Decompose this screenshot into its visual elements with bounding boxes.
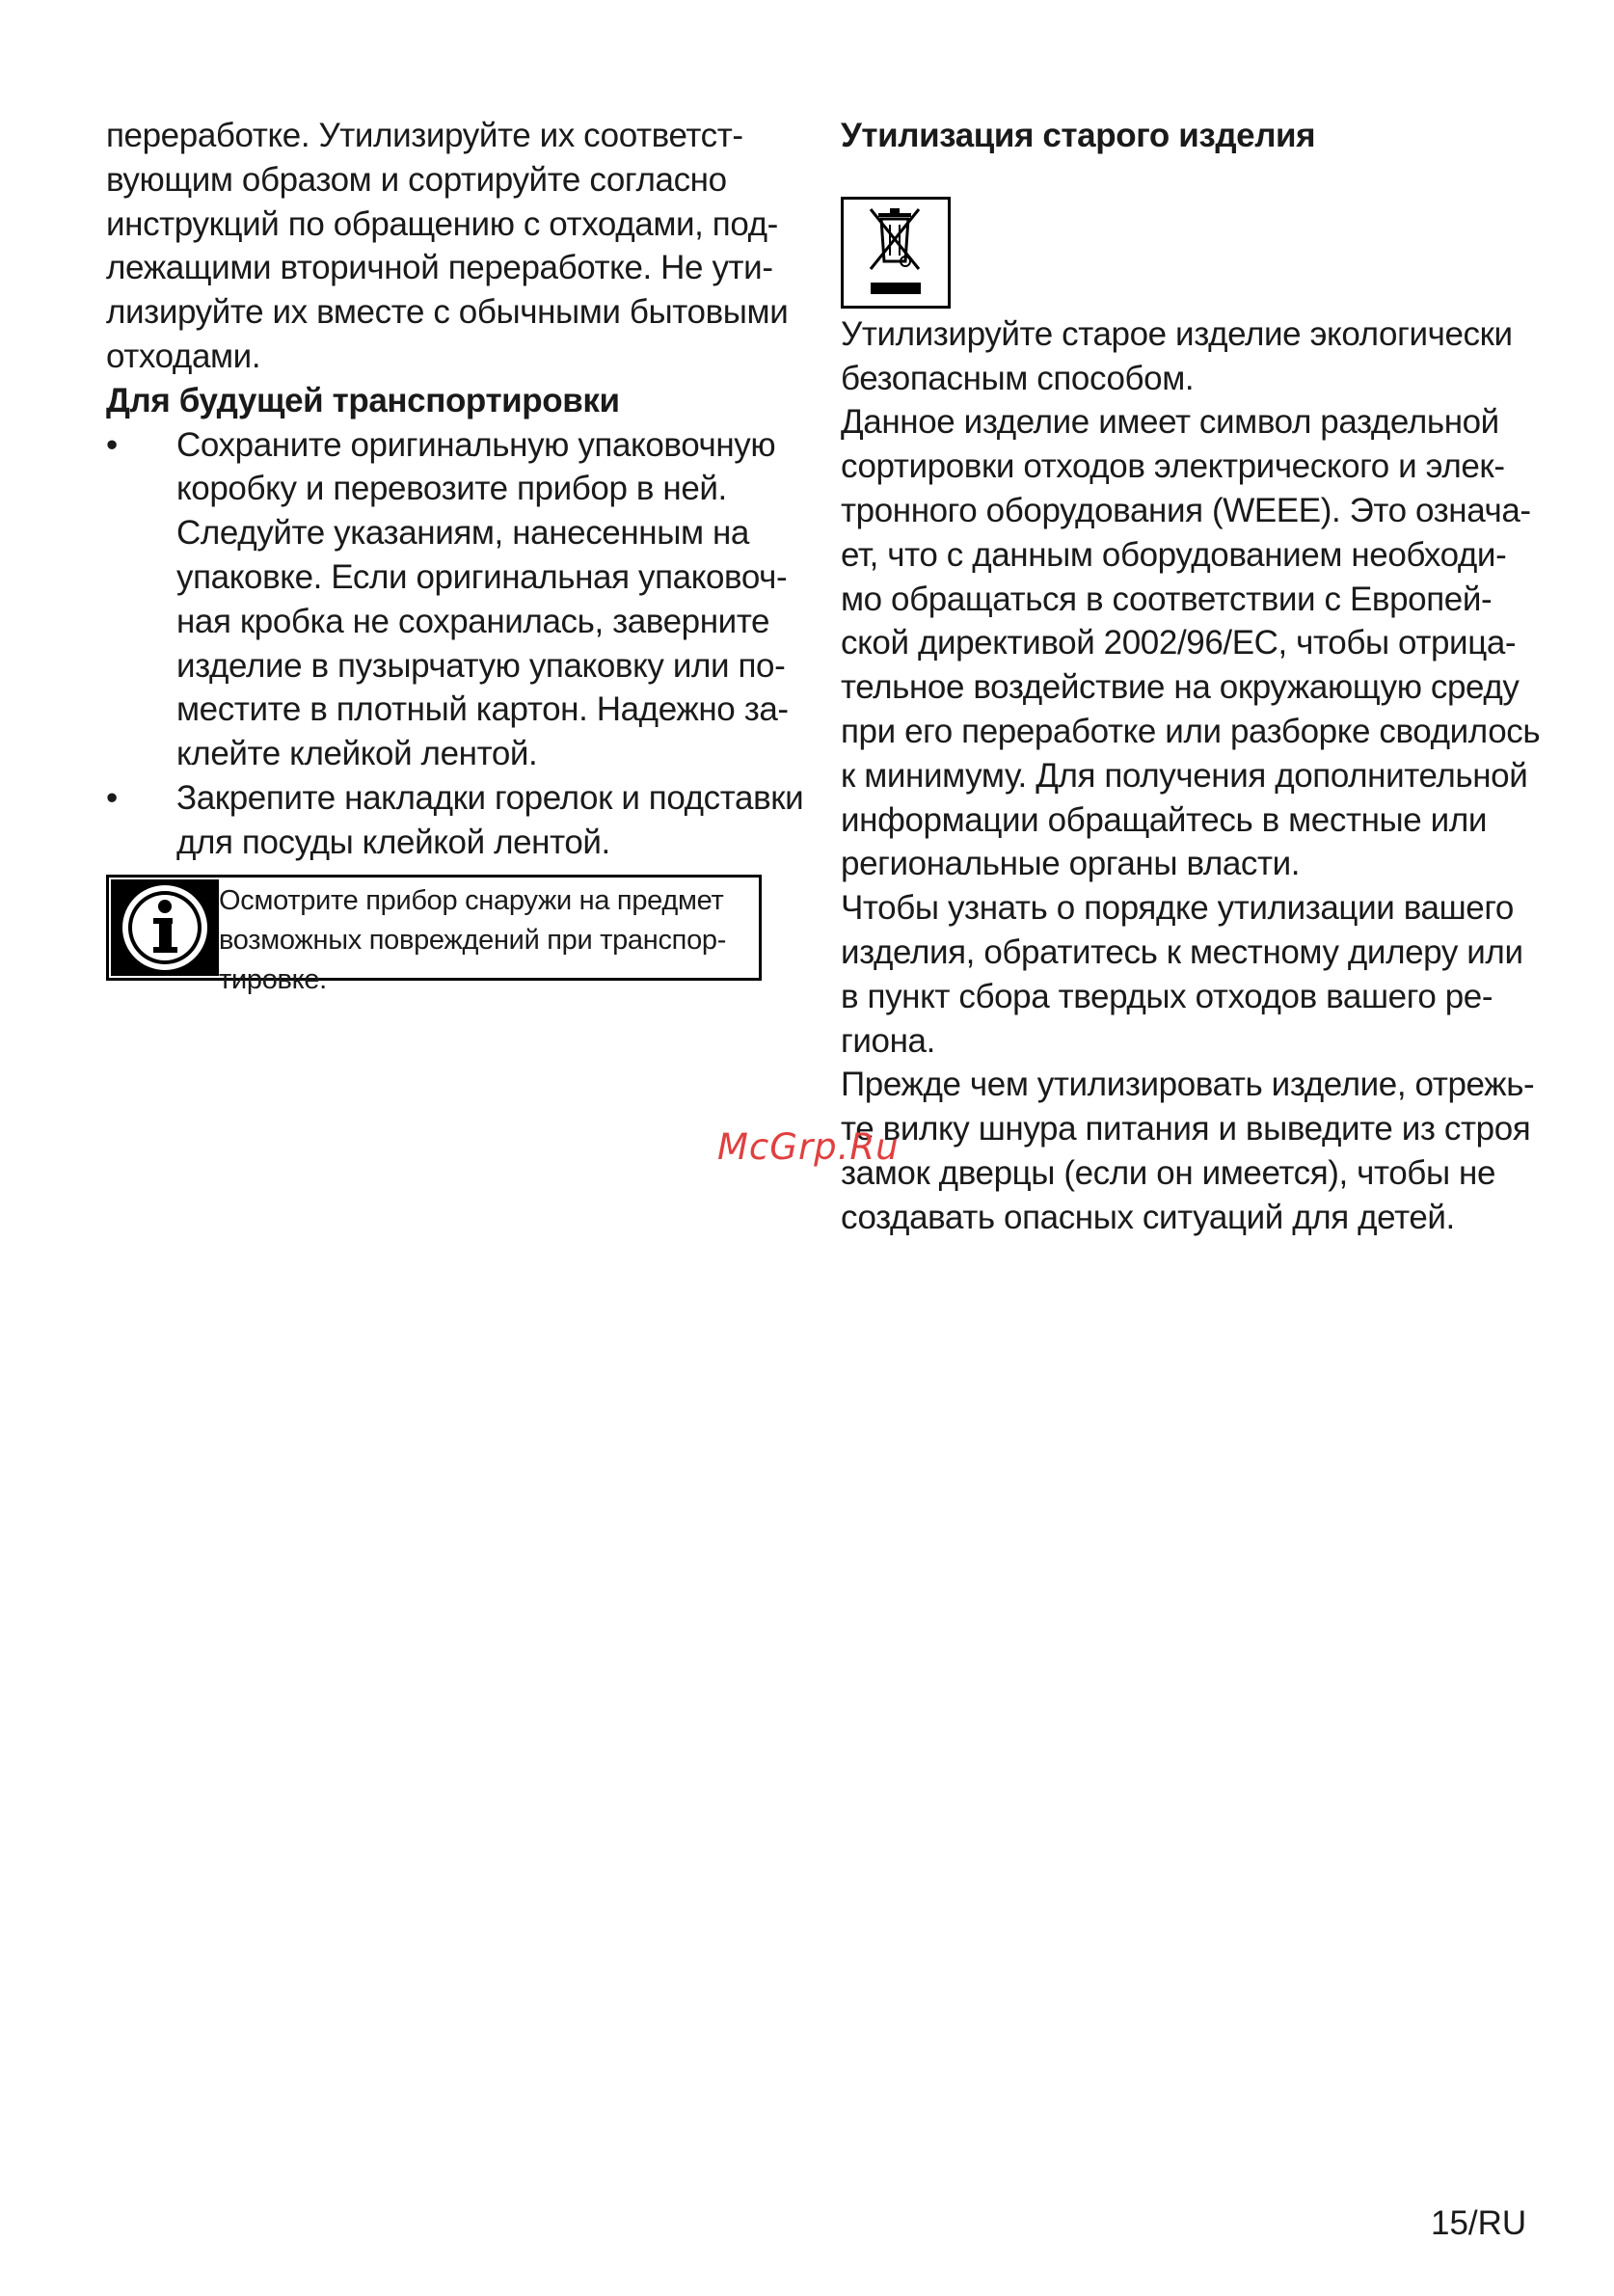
text-line: возможных повреждений при транспор-	[219, 924, 727, 956]
text-line: изделия, обратитесь к местному дилеру или	[841, 932, 1523, 971]
intro-paragraph	[106, 114, 791, 379]
text-line: переработке. Утилизируйте их соответст-	[106, 117, 743, 154]
text-line: лизируйте их вместе с обычными бытовыми	[106, 293, 789, 332]
info-note-box	[106, 875, 762, 995]
bullet-marker: •	[106, 778, 118, 817]
paragraph-eco-disposal	[841, 312, 1525, 401]
text-line: сортировки отходов электрического и элек-	[841, 447, 1505, 486]
text-line: Осмотрите прибор снаружи на предмет	[219, 884, 724, 916]
paragraph-safety	[841, 1063, 1535, 1239]
text-line: изделие в пузырчатую упаковку или по-	[176, 646, 786, 685]
bullet-marker: •	[106, 425, 118, 464]
text-line: отходами.	[106, 337, 261, 375]
text-line: Данное изделие имеет символ раздельной	[841, 403, 1499, 442]
text-line: упаковке. Если оригинальная упаковоч-	[176, 557, 788, 596]
weee-crossed-bin-icon	[841, 197, 951, 309]
text-line: гиона.	[841, 1021, 935, 1060]
text-line: коробку и перевозите прибор в ней.	[176, 470, 727, 508]
section-heading-transport: Для будущей транспортировки	[106, 381, 620, 419]
info-note-text	[219, 881, 726, 1000]
text-line: информации обращайтесь в местные или	[841, 800, 1487, 839]
text-line: Следуйте указаниям, нанесенным на	[176, 514, 749, 553]
text-line: тельное воздействие на окружающую среду	[841, 668, 1520, 707]
text-line: клейте клейкой лентой.	[176, 735, 538, 773]
text-line: ской директивой 2002/96/EC, чтобы отрица-	[841, 624, 1517, 662]
text-line: Сохраните оригинальную упаковочную	[176, 425, 776, 464]
paragraph-dealer-info	[841, 886, 1525, 1063]
page-number: 15/RU	[1431, 2204, 1527, 2242]
text-line: местите в плотный картон. Надежно за-	[176, 690, 789, 729]
text-line: мо обращаться в соответствии с Европей-	[841, 580, 1493, 618]
right-column	[841, 114, 1541, 1240]
bullet-item-packaging	[106, 423, 791, 776]
text-line: Чтобы узнать о порядке утилизации вашего	[841, 889, 1514, 928]
bullet-item-tape	[106, 776, 804, 865]
text-line: ная кробка не сохранилась, заверните	[176, 602, 770, 640]
text-line: безопасным способом.	[841, 359, 1195, 397]
text-line: Прежде чем утилизировать изделие, отрежь-	[841, 1066, 1535, 1104]
text-line: Утилизируйте старое изделие экологически	[841, 314, 1513, 353]
text-line: создавать опасных ситуаций для детей.	[841, 1198, 1455, 1236]
text-line: те вилку шнура питания и выведите из строя	[841, 1110, 1531, 1148]
text-line: тронного оборудования (WEEE). Это означа-	[841, 491, 1531, 529]
text-line: к минимуму. Для получения дополнительной	[841, 756, 1528, 795]
left-column	[106, 114, 804, 995]
text-line: инструкций по обращению с отходами, под-	[106, 204, 778, 243]
text-line: тировке.	[219, 963, 327, 995]
text-line: ет, что с данным оборудованием необходи-	[841, 535, 1507, 574]
text-line: Закрепите накладки горелок и подставки	[176, 778, 804, 817]
text-line: в пункт сбора твердых отходов вашего ре-	[841, 977, 1493, 1015]
text-line: при его переработке или разборке сводилось	[841, 712, 1541, 750]
info-icon	[111, 879, 219, 976]
watermark: McGrp.Ru	[717, 1126, 900, 1168]
text-line: замок дверцы (если он имеется), чтобы не	[841, 1153, 1496, 1192]
text-line: лежащими вторичной переработке. Не ути-	[106, 249, 773, 287]
section-heading-disposal: Утилизация старого изделия	[841, 117, 1316, 154]
paragraph-weee-info	[841, 400, 1541, 886]
text-line: для посуды клейкой лентой.	[176, 823, 610, 861]
text-line: вующим образом и сортируйте согласно	[106, 160, 727, 199]
text-line: региональные органы власти.	[841, 845, 1301, 883]
